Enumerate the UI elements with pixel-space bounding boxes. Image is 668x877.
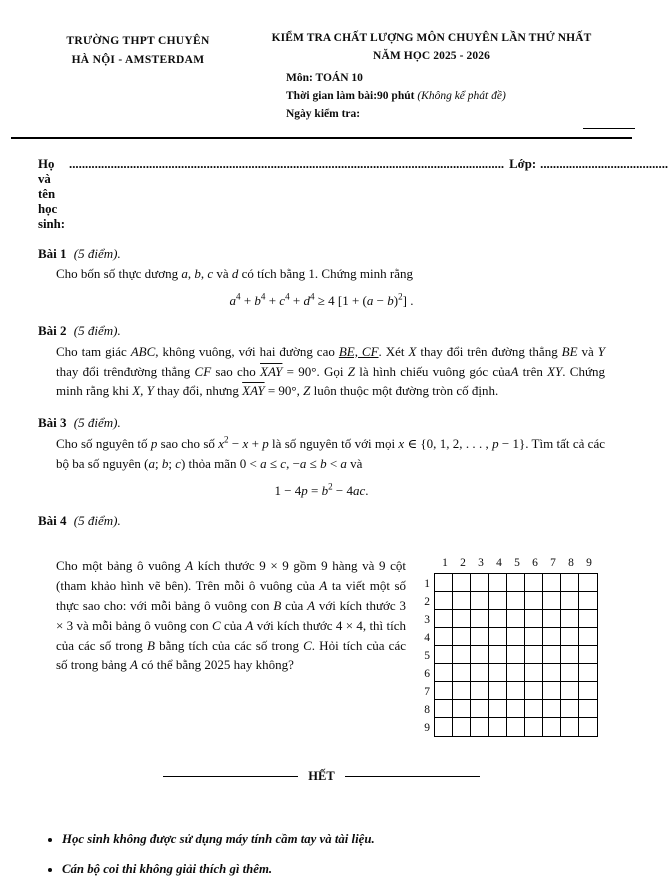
grid-row-label: 5 [424, 650, 430, 663]
grid-cell [507, 664, 525, 682]
grid-cell [471, 718, 489, 736]
grid-cell [561, 682, 579, 700]
grid-cell [561, 610, 579, 628]
note-item: • Học sinh không được sử dụng máy tính cầm tay và tài liệu. [62, 832, 605, 847]
problem-2-label: Bài 2 [38, 323, 67, 339]
grid-cell [471, 610, 489, 628]
board-figure [414, 556, 598, 737]
grid-cell [579, 664, 597, 682]
grid-cell [543, 664, 561, 682]
exam-title-line1: KIỂM TRA CHẤT LƯỢNG MÔN CHUYÊN LẦN THỨ NHẤT [271, 32, 592, 44]
grid-cell [435, 682, 453, 700]
grid-cell [489, 700, 507, 718]
grid-cell [435, 664, 453, 682]
grid-cell [525, 682, 543, 700]
grid-cell [453, 682, 471, 700]
end-label: HẾT [308, 769, 335, 784]
problem-1 [38, 244, 605, 309]
problem-1-label: Bài 1 [38, 245, 67, 261]
grid-cell [489, 682, 507, 700]
grid-body [414, 573, 598, 737]
grid-cell [453, 574, 471, 592]
grid-cell [435, 628, 453, 646]
grid-cell [579, 718, 597, 736]
grid-cell [471, 646, 489, 664]
problem-2-statement: Cho tam giác ABC, không vuông, với hai đường cao BE, CF. Xét X thay đổi trên đường thẳng BE và Y thay đổi trênđường thẳng CF sao cho $\overline{XAY} = 90^\circ$. Gọi Z là hình chiếu vuông góc củaA trên XY. Chứng minh rằng khi X, Y thay đổi, nhưng $\overline{XAY} = 90^\circ$, Z luôn thuộc một đường tròn cố định. [56, 343, 606, 399]
school-name-line1: TRƯỜNG THPT CHUYÊN [66, 35, 210, 47]
grid-cell [561, 592, 579, 610]
grid-cell [489, 574, 507, 592]
grid-col-label: 1 [442, 557, 448, 570]
problem-1-statement: Cho bốn số thực dương a, b, c và d có tích bằng 1. Chứng minh rằng [56, 266, 413, 282]
grid-col-label: 3 [478, 557, 484, 570]
student-name-dotted-field: ........................................................................................................................................ [69, 156, 505, 171]
grid-cell [507, 682, 525, 700]
grid-cell [579, 682, 597, 700]
student-name-label: Họ và tên học sinh: [38, 156, 66, 231]
problem-1-heading [38, 244, 605, 264]
exam-title-block [258, 30, 605, 124]
grid-col-label: 2 [460, 557, 466, 570]
problem-1-points: (5 điểm). [73, 245, 121, 261]
grid-cell [543, 574, 561, 592]
school-block [52, 30, 224, 70]
grid-cell [507, 718, 525, 736]
grid-row-label: 6 [424, 668, 430, 681]
end-divider-line-left [163, 776, 299, 777]
grid-cell [525, 718, 543, 736]
subject-line: Môn: TOÁN 10 [286, 71, 363, 84]
exam-date-line: Ngày kiểm tra: [286, 108, 361, 121]
grid-cell [525, 574, 543, 592]
grid-cell [489, 646, 507, 664]
note-item: • Cán bộ coi thi không giải thích gì thêm. [62, 862, 605, 877]
grid-cell [435, 592, 453, 610]
class-label: Lớp: [509, 156, 537, 171]
problem-3-statement: Cho số nguyên tố p sao cho số $x^2 - x + p$ là số nguyên tố với mọi x ∈ {0, 1, 2, . . . , p − 1}. Tìm tất cả các bộ ba số nguyên (a; b; c) thỏa mãn 0 < a ≤ c, −a ≤ b < a và [56, 434, 605, 471]
grid-cell [507, 646, 525, 664]
grid-cell [507, 628, 525, 646]
grid-cell [561, 646, 579, 664]
grid-cell [435, 574, 453, 592]
grid-col-label: 6 [532, 557, 538, 570]
school-name-line2: HÀ NỘI - AMSTERDAM [71, 53, 205, 66]
duration-line: Thời gian làm bài:90 phút (Không kể phát đề) [286, 90, 506, 103]
grid-cell [579, 700, 597, 718]
grid-col-label: 4 [496, 557, 502, 570]
grid-cell [561, 718, 579, 736]
grid-cell [561, 628, 579, 646]
class-dotted-field: ........................................ [540, 156, 668, 171]
grid-cell [543, 610, 561, 628]
problem-4-heading [38, 511, 605, 531]
grid-col-label: 8 [568, 557, 574, 570]
exam-meta [286, 69, 605, 124]
grid-col-label: 5 [514, 557, 520, 570]
grid-cell [453, 610, 471, 628]
problem-4-points: (5 điểm). [73, 512, 121, 528]
problem-3-label: Bài 3 [38, 415, 67, 431]
grid-col-labels [436, 556, 598, 573]
grid-cell [543, 682, 561, 700]
grid-cell [453, 664, 471, 682]
grid-cell [489, 718, 507, 736]
grid-cell [435, 646, 453, 664]
grid-row-labels [414, 573, 430, 737]
grid-row-label: 3 [424, 614, 430, 627]
problem-4 [38, 511, 605, 738]
grid-cell [471, 700, 489, 718]
grid-cell [543, 646, 561, 664]
date-fill-line [583, 128, 635, 129]
problem-2-heading [38, 321, 605, 341]
grid-cell [507, 610, 525, 628]
student-info-line [38, 156, 668, 232]
grid-cell [471, 682, 489, 700]
end-divider-line-right [345, 776, 481, 777]
grid-cell [525, 592, 543, 610]
grid-cell [579, 628, 597, 646]
grid-cell [543, 718, 561, 736]
problem-2 [38, 321, 605, 401]
grid-cell [579, 592, 597, 610]
grid-cell [525, 664, 543, 682]
problem-2-points: (5 điểm). [73, 323, 121, 339]
grid-cell [579, 574, 597, 592]
grid-cell [435, 718, 453, 736]
grid-cell [561, 574, 579, 592]
grid-row-label: 2 [424, 596, 430, 609]
grid-cell [507, 700, 525, 718]
grid-cell [489, 592, 507, 610]
problem-3 [38, 413, 605, 498]
grid-row-label: 4 [424, 632, 430, 645]
grid-cells [434, 573, 598, 737]
end-divider [163, 769, 481, 784]
exam-title-line2: NĂM HỌC 2025 - 2026 [373, 49, 490, 62]
problem-4-content [56, 556, 605, 737]
problem-3-points: (5 điểm). [73, 415, 121, 431]
grid-cell [525, 610, 543, 628]
grid-cell [453, 592, 471, 610]
grid-cell [525, 628, 543, 646]
problem-1-formula: $a^4 + b^4 + c^4 + d^4 \ge 4$ $[1 + (a - b)^2]$ . [229, 291, 414, 309]
grid-cell [579, 610, 597, 628]
grid-cell [435, 610, 453, 628]
grid-cell [489, 628, 507, 646]
grid-row-label: 8 [424, 704, 430, 717]
grid-cell [471, 592, 489, 610]
grid-cell [579, 646, 597, 664]
grid-cell [435, 700, 453, 718]
grid-cell [543, 700, 561, 718]
header-divider [11, 137, 632, 139]
problem-3-heading [38, 413, 605, 433]
grid-cell [507, 592, 525, 610]
grid-row-label: 7 [424, 686, 430, 699]
grid-cell [489, 610, 507, 628]
grid-row-label: 1 [424, 578, 430, 591]
grid-cell [543, 592, 561, 610]
grid-cell [507, 574, 525, 592]
grid-cell [561, 700, 579, 718]
grid-cell [471, 574, 489, 592]
grid-col-label: 7 [550, 557, 556, 570]
grid-cell [525, 700, 543, 718]
problem-4-label: Bài 4 [38, 512, 67, 528]
grid-cell [489, 664, 507, 682]
grid-cell [543, 628, 561, 646]
exam-notes [38, 832, 605, 877]
grid-cell [453, 718, 471, 736]
grid-cell [525, 646, 543, 664]
grid-cell [471, 664, 489, 682]
grid-cell [561, 664, 579, 682]
grid-row-label: 9 [424, 722, 430, 735]
grid-col-label: 9 [586, 557, 592, 570]
grid-cell [453, 628, 471, 646]
header [38, 30, 605, 124]
grid-cell [453, 700, 471, 718]
problem-3-formula: $1 - 4p = b^2 - 4ac$. [274, 481, 369, 498]
problem-4-statement: Cho một bảng ô vuông A kích thước 9 × 9 gồm 9 hàng và 9 cột (tham khảo hình vẽ bên). Trên mỗi ô vuông của A ta viết một số thực sao cho: với mỗi bảng ô vuông con B của A với kích thước 3 × 3 và mỗi bảng ô vuông con C của A với kích thước 4 × 4, thì tích của các số trong B bằng tích của các số trong C. Hỏi tích của các số trong bảng A có thể bằng 2025 hay không? [56, 558, 407, 673]
grid-cell [471, 628, 489, 646]
grid-cell [453, 646, 471, 664]
